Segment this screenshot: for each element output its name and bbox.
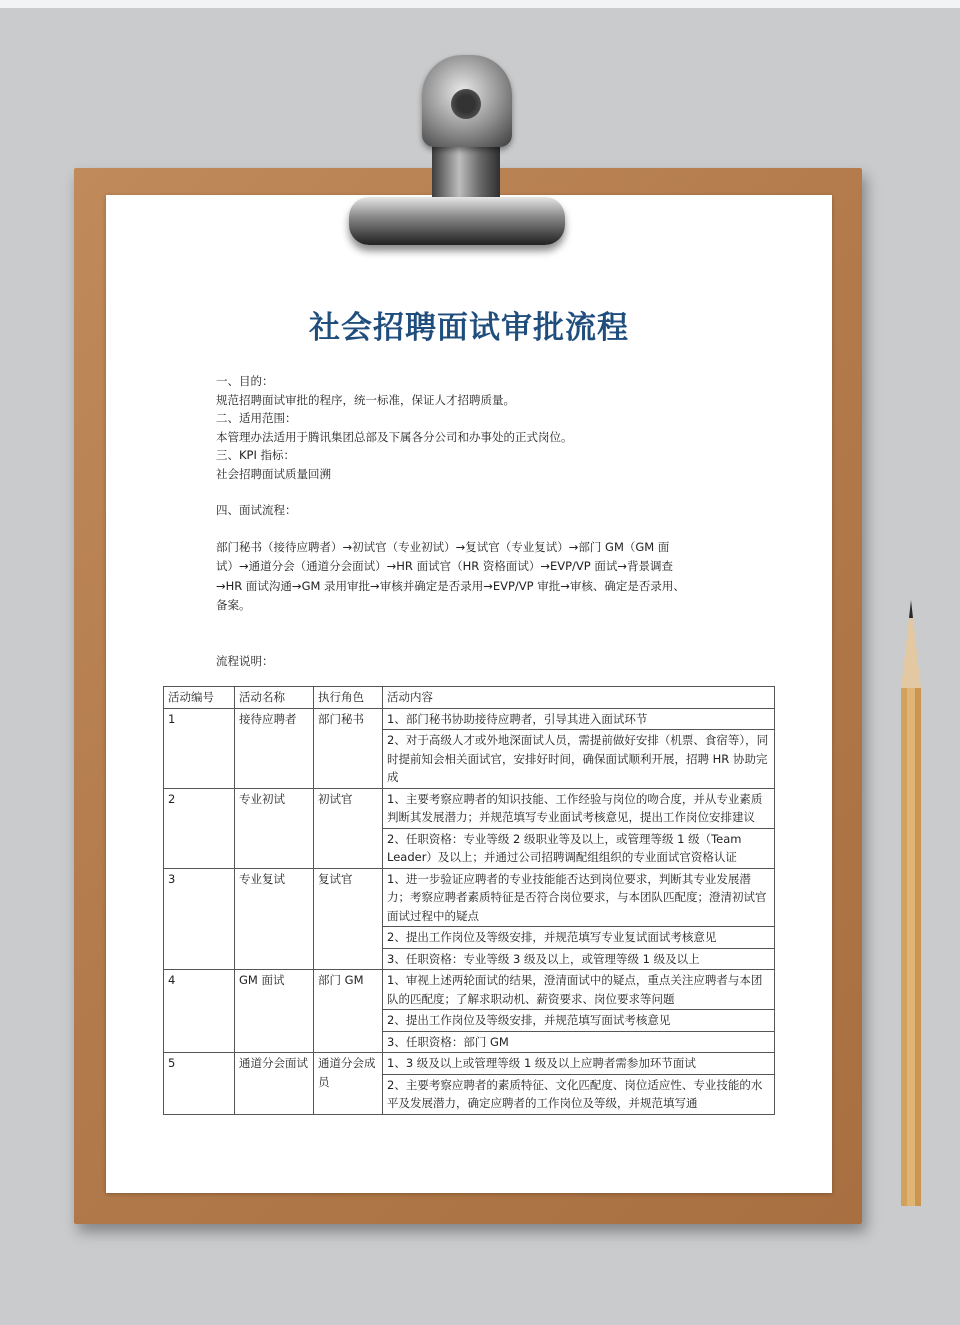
process-table	[163, 686, 775, 1115]
section-heading-purpose: 一、目的：	[216, 374, 274, 388]
header-activity-id: 活动编号	[164, 687, 235, 709]
table-row	[164, 708, 775, 730]
activity-content: 2、任职资格：专业等级 2 级职业等及以上，或管理等级 1 级（Team Leader）及以上；并通过公司招聘调配组组织的专业面试官资格认证	[383, 828, 775, 868]
flow-description	[216, 538, 756, 616]
flow-line: 试）→通道分会（通道分会面试）→HR 面试官（HR 资格面试）→EVP/VP 面试→背景调查	[216, 559, 674, 573]
header-activity-name: 活动名称	[235, 687, 314, 709]
activity-content: 2、对于高级人才或外地深面试人员，需提前做好安排（机票、食宿等），同时提前知会相关面试官，安排好时间，确保面试顺利开展，招聘 HR 协助完成	[383, 730, 775, 789]
activity-content: 1、进一步验证应聘者的专业技能能否达到岗位要求，判断其专业发展潜力；考察应聘者素质特征是否符合岗位要求，与本团队匹配度；澄清初试官面试过程中的疑点	[383, 868, 775, 927]
activity-content: 3、任职资格：专业等级 3 级及以上，或管理等级 1 级及以上	[383, 948, 775, 970]
activity-id: 2	[164, 788, 235, 868]
flow-line: 部门秘书（接待应聘者）→初试官（专业初试）→复试官（专业复试）→部门 GM（GM 面	[216, 539, 670, 554]
activity-content: 2、主要考察应聘者的素质特征、文化匹配度、岗位适应性、专业技能的水平及发展潜力，确定应聘者的工作岗位及等级，并规范填写通	[383, 1074, 775, 1114]
activity-role: 复试官	[314, 868, 383, 970]
flow-line: 备案。	[216, 598, 251, 612]
header-role: 执行角色	[314, 687, 383, 709]
section-heading-kpi: 三、KPI 指标：	[216, 448, 296, 462]
activity-id: 1	[164, 708, 235, 788]
binder-clip-hole	[451, 89, 481, 119]
activity-name: 专业初试	[235, 788, 314, 868]
document-title: 社会招聘面试审批流程	[309, 310, 629, 346]
section-heading-scope: 二、适用范围：	[216, 411, 297, 425]
activity-content: 3、任职资格：部门 GM	[383, 1031, 775, 1053]
activity-role: 部门 GM	[314, 970, 383, 1053]
section-heading-flow: 四、面试流程：	[216, 503, 297, 517]
section-text-kpi: 社会招聘面试质量回溯	[216, 466, 331, 481]
activity-content: 2、提出工作岗位及等级安排，并规范填写面试考核意见	[383, 1010, 775, 1032]
activity-content: 1、审视上述两轮面试的结果，澄清面试中的疑点，重点关注应聘者与本团队的匹配度；了解求职动机、薪资要求、岗位要求等问题	[383, 970, 775, 1010]
activity-content: 1、部门秘书协助接待应聘者，引导其进入面试环节	[383, 708, 775, 730]
table-header-row	[164, 687, 775, 709]
activity-content: 2、提出工作岗位及等级安排，并规范填写专业复试面试考核意见	[383, 927, 775, 949]
activity-name: 通道分会面试	[235, 1053, 314, 1115]
background-top-strip	[0, 0, 960, 8]
table-row	[164, 970, 775, 1010]
activity-name: 专业复试	[235, 868, 314, 970]
binder-clip-bar	[349, 197, 565, 245]
activity-id: 4	[164, 970, 235, 1053]
activity-role: 通道分会成员	[314, 1053, 383, 1115]
process-label: 流程说明：	[216, 653, 274, 668]
table-row	[164, 788, 775, 828]
binder-clip-neck	[432, 140, 500, 202]
flow-line: →HR 面试沟通→GM 录用审批→审核并确定是否录用→EVP/VP 审批→审核、确定是否录用、	[216, 578, 685, 593]
table-row	[164, 868, 775, 927]
activity-id: 3	[164, 868, 235, 970]
activity-content: 1、3 级及以上或管理等级 1 级及以上应聘者需参加环节面试	[383, 1053, 775, 1075]
table-row	[164, 1053, 775, 1075]
activity-role: 部门秘书	[314, 708, 383, 788]
activity-role: 初试官	[314, 788, 383, 868]
section-text-purpose: 规范招聘面试审批的程序，统一标准，保证人才招聘质量。	[216, 392, 515, 407]
section-text-scope: 本管理办法适用于腾讯集团总部及下属各分公司和办事处的正式岗位。	[216, 429, 573, 444]
activity-id: 5	[164, 1053, 235, 1115]
pencil-icon	[900, 600, 922, 1206]
activity-name: GM 面试	[235, 970, 314, 1053]
activity-content: 1、主要考察应聘者的知识技能、工作经验与岗位的吻合度，并从专业素质判断其发展潜力；并规范填写专业面试考核意见，提出工作岗位安排建议	[383, 788, 775, 828]
activity-name: 接待应聘者	[235, 708, 314, 788]
intro-section	[216, 372, 756, 670]
header-content: 活动内容	[383, 687, 775, 709]
